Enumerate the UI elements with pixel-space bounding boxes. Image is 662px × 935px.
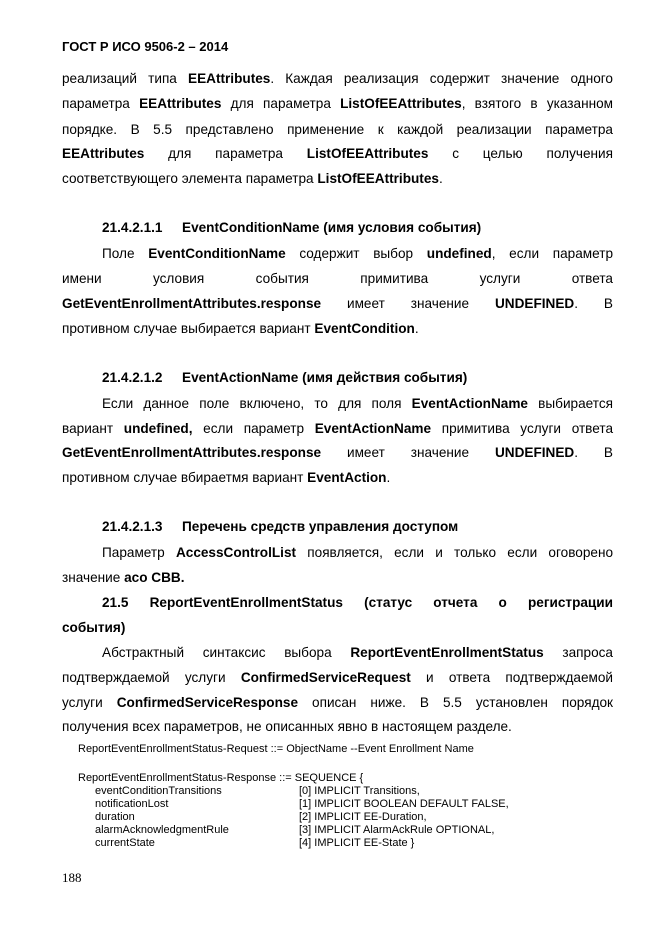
section-heading-21-5-cont: события) bbox=[62, 620, 126, 635]
intro-line-2: параметра EEAttributes для параметра ListOfEEAttributes, взятого в указанном bbox=[62, 96, 613, 111]
intro-line-5: соответствующего элемента параметра ListOfEEAttributes. bbox=[62, 171, 443, 186]
s2-line-3: GetEventEnrollmentAttributes.response имеет значение UNDEFINED. В bbox=[62, 445, 613, 460]
s4-line-3: услуги ConfirmedServiceResponse описан ниже. В 5.5 установлен порядок bbox=[62, 695, 614, 710]
s4-line-1: Абстрактный синтаксис выбора ReportEventEnrollmentStatus запроса bbox=[102, 645, 613, 660]
s1-line-3: GetEventEnrollmentAttributes.response имеет значение UNDEFINED. В bbox=[62, 296, 613, 311]
s4-line-2: подтверждаемой услуги ConfirmedServiceRequest и ответа подтверждаемой bbox=[62, 670, 614, 685]
code-field-name: duration bbox=[95, 811, 135, 823]
s2-line-1: Если данное поле включено, то для поля EventActionName выбирается bbox=[102, 396, 614, 411]
s2-line-4: противном случае вбираетмя вариант EventAction. bbox=[62, 470, 391, 485]
code-field-type: [2] IMPLICIT EE-Duration, bbox=[299, 811, 427, 823]
code-field-type: [4] IMPLICIT EE-State } bbox=[299, 837, 415, 849]
s1-line-4: противном случае выбирается вариант EventCondition. bbox=[62, 321, 419, 336]
code-field-type: [0] IMPLICIT Transitions, bbox=[299, 785, 420, 797]
code-field-type: [3] IMPLICIT AlarmAckRule OPTIONAL, bbox=[299, 824, 495, 836]
code-request: ReportEventEnrollmentStatus-Request ::= ObjectName --Event Enrollment Name bbox=[78, 743, 474, 755]
section-heading-event-condition-name: 21.4.2.1.1 EventConditionName (имя условия события) bbox=[102, 220, 482, 235]
s3-line-2: значение aco CBB. bbox=[62, 570, 185, 585]
code-field-name: currentState bbox=[95, 837, 155, 849]
code-response: ReportEventEnrollmentStatus-Response ::= SEQUENCE { bbox=[78, 772, 364, 784]
page-number: 188 bbox=[62, 870, 82, 885]
code-field-type: [1] IMPLICIT BOOLEAN DEFAULT FALSE, bbox=[299, 798, 509, 810]
s4-line-4: получения всех параметров, не описанных явно в настоящем разделе. bbox=[62, 719, 512, 734]
s3-line-1: Параметр AccessControlList появляется, если и только если оговорено bbox=[102, 545, 614, 560]
section-heading-event-action-name: 21.4.2.1.2 EventActionName (имя действия события) bbox=[102, 370, 468, 385]
section-heading-access-control: 21.4.2.1.3 Перечень средств управления доступом bbox=[102, 519, 459, 534]
code-field-name: alarmAcknowledgmentRule bbox=[95, 824, 229, 836]
code-field-name: notificationLost bbox=[95, 798, 169, 810]
code-field-name: eventConditionTransitions bbox=[95, 785, 222, 797]
section-heading-21-5: 21.5 ReportEventEnrollmentStatus (статус отчета о регистрации bbox=[102, 595, 613, 610]
document-header: ГОСТ Р ИСО 9506-2 – 2014 bbox=[62, 39, 229, 54]
intro-line-1: реализаций типа EEAttributes. Каждая реализация содержит значение одного bbox=[62, 71, 613, 86]
s2-line-2: вариант undefined, если параметр EventActionName примитива услуги ответа bbox=[62, 421, 613, 436]
intro-line-3: порядке. В 5.5 представлено применение к каждой реализации параметра bbox=[62, 122, 613, 137]
intro-line-4: EEAttributes для параметра ListOfEEAttributes с целью получения bbox=[62, 146, 613, 161]
s1-line-1: Поле EventConditionName содержит выбор undefined, если параметр bbox=[102, 246, 614, 261]
s1-line-2: имени условия события примитива услуги ответа bbox=[62, 271, 613, 286]
